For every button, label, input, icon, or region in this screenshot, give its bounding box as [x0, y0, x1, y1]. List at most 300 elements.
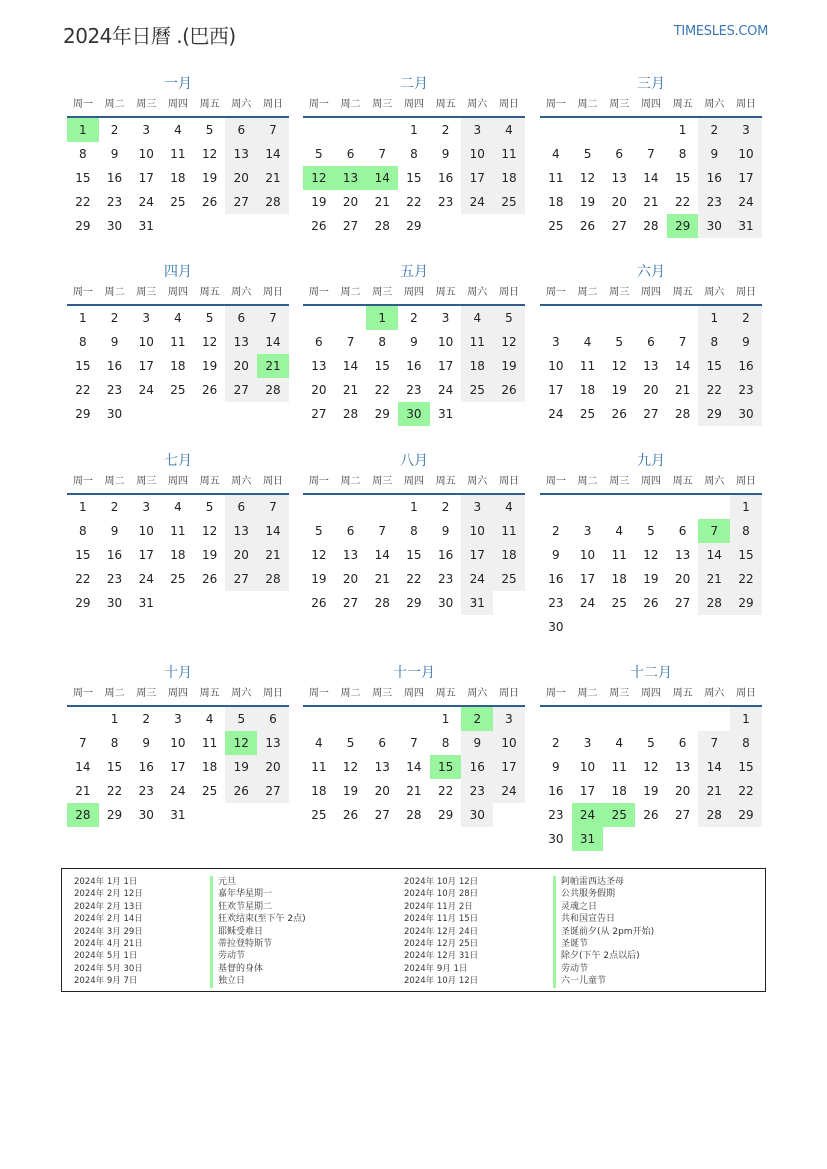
day-cell[interactable]: 22 — [437, 784, 454, 798]
day-cell[interactable]: 7 — [257, 118, 289, 142]
day-cell[interactable]: 8 — [730, 519, 762, 543]
day-cell[interactable]: 21 — [674, 383, 691, 397]
day-cell[interactable]: 10 — [170, 736, 186, 750]
day-cell[interactable]: 17 — [138, 359, 154, 373]
day-cell[interactable]: 13 — [674, 760, 691, 774]
day-cell[interactable]: 20 — [643, 383, 659, 397]
day-cell[interactable]: 30 — [106, 596, 123, 610]
day-cell[interactable]: 7 — [346, 335, 355, 349]
day-cell[interactable]: 29 — [406, 596, 422, 610]
day-cell[interactable]: 1 — [730, 495, 762, 519]
day-cell[interactable]: 5 — [647, 524, 655, 538]
day-cell[interactable]: 9 — [110, 524, 119, 538]
day-cell[interactable]: 30 — [106, 219, 123, 233]
day-cell[interactable]: 17 — [579, 572, 596, 586]
day-cell[interactable]: 18 — [170, 548, 186, 562]
site-link[interactable]: TIMESLES.COM — [673, 24, 768, 39]
day-cell[interactable]: 31 — [730, 214, 762, 238]
day-cell[interactable]: 28 — [342, 407, 359, 421]
day-cell[interactable]: 30 — [698, 214, 730, 238]
day-cell[interactable]: 24 — [461, 190, 493, 214]
day-cell[interactable]: 29 — [730, 591, 762, 615]
day-cell[interactable]: 3 — [174, 712, 182, 726]
day-cell[interactable]: 12 — [643, 760, 659, 774]
holiday-day-cell[interactable]: 24 — [572, 803, 604, 827]
day-cell[interactable]: 17 — [579, 784, 596, 798]
day-cell[interactable]: 1 — [698, 306, 730, 330]
day-cell[interactable]: 25 — [201, 784, 218, 798]
day-cell[interactable]: 17 — [138, 171, 154, 185]
day-cell[interactable]: 27 — [342, 219, 359, 233]
holiday-day-cell[interactable]: 15 — [430, 755, 462, 779]
day-cell[interactable]: 24 — [170, 784, 186, 798]
day-cell[interactable]: 3 — [730, 118, 762, 142]
day-cell[interactable]: 13 — [311, 359, 327, 373]
day-cell[interactable]: 2 — [110, 500, 119, 514]
day-cell[interactable]: 9 — [110, 147, 119, 161]
day-cell[interactable]: 12 — [311, 548, 327, 562]
day-cell[interactable]: 6 — [678, 736, 687, 750]
day-cell[interactable]: 28 — [698, 803, 730, 827]
holiday-day-cell[interactable]: 29 — [667, 214, 699, 238]
day-cell[interactable]: 17 — [461, 543, 493, 567]
day-cell[interactable]: 15 — [75, 548, 91, 562]
day-cell[interactable]: 20 — [611, 195, 627, 209]
day-cell[interactable]: 3 — [552, 335, 560, 349]
day-cell[interactable]: 5 — [647, 736, 655, 750]
day-cell[interactable]: 26 — [311, 596, 327, 610]
day-cell[interactable]: 18 — [493, 166, 525, 190]
day-cell[interactable]: 27 — [374, 808, 390, 822]
day-cell[interactable]: 16 — [138, 760, 154, 774]
day-cell[interactable]: 5 — [315, 147, 323, 161]
day-cell[interactable]: 11 — [311, 760, 327, 774]
day-cell[interactable]: 27 — [611, 219, 627, 233]
day-cell[interactable]: 12 — [643, 548, 659, 562]
day-cell[interactable]: 15 — [406, 548, 422, 562]
holiday-day-cell[interactable]: 21 — [257, 354, 289, 378]
day-cell[interactable]: 5 — [493, 306, 525, 330]
day-cell[interactable]: 4 — [615, 736, 624, 750]
day-cell[interactable]: 2 — [441, 123, 450, 137]
day-cell[interactable]: 26 — [201, 383, 218, 397]
day-cell[interactable]: 23 — [437, 572, 454, 586]
day-cell[interactable]: 14 — [643, 171, 659, 185]
day-cell[interactable]: 28 — [643, 219, 659, 233]
day-cell[interactable]: 15 — [730, 755, 762, 779]
day-cell[interactable]: 10 — [461, 519, 493, 543]
day-cell[interactable]: 25 — [493, 190, 525, 214]
day-cell[interactable]: 6 — [225, 306, 257, 330]
day-cell[interactable]: 22 — [674, 195, 691, 209]
day-cell[interactable]: 3 — [583, 524, 592, 538]
day-cell[interactable]: 2 — [142, 712, 151, 726]
day-cell[interactable]: 26 — [579, 219, 596, 233]
day-cell[interactable]: 7 — [410, 736, 418, 750]
day-cell[interactable]: 8 — [79, 147, 87, 161]
day-cell[interactable]: 14 — [342, 359, 359, 373]
day-cell[interactable]: 9 — [730, 330, 762, 354]
day-cell[interactable]: 2 — [552, 736, 560, 750]
day-cell[interactable]: 22 — [406, 195, 422, 209]
holiday-day-cell[interactable]: 7 — [698, 519, 730, 543]
day-cell[interactable]: 9 — [552, 548, 560, 562]
day-cell[interactable]: 25 — [170, 572, 186, 586]
day-cell[interactable]: 13 — [225, 330, 257, 354]
day-cell[interactable]: 28 — [257, 378, 289, 402]
day-cell[interactable]: 16 — [730, 354, 762, 378]
day-cell[interactable]: 14 — [698, 755, 730, 779]
day-cell[interactable]: 12 — [342, 760, 359, 774]
day-cell[interactable]: 9 — [461, 731, 493, 755]
holiday-day-cell[interactable]: 1 — [67, 118, 99, 142]
day-cell[interactable]: 7 — [257, 306, 289, 330]
day-cell[interactable]: 11 — [579, 359, 596, 373]
day-cell[interactable]: 20 — [311, 383, 327, 397]
day-cell[interactable]: 29 — [75, 407, 91, 421]
holiday-day-cell[interactable]: 25 — [603, 803, 635, 827]
day-cell[interactable]: 22 — [730, 567, 762, 591]
day-cell[interactable]: 4 — [552, 147, 560, 161]
day-cell[interactable]: 7 — [378, 524, 387, 538]
day-cell[interactable]: 10 — [493, 731, 525, 755]
day-cell[interactable]: 25 — [170, 195, 186, 209]
day-cell[interactable]: 29 — [406, 219, 422, 233]
day-cell[interactable]: 23 — [106, 572, 123, 586]
day-cell[interactable]: 8 — [698, 330, 730, 354]
day-cell[interactable]: 9 — [110, 335, 119, 349]
day-cell[interactable]: 26 — [311, 219, 327, 233]
day-cell[interactable]: 13 — [611, 171, 627, 185]
day-cell[interactable]: 27 — [225, 190, 257, 214]
day-cell[interactable]: 19 — [201, 171, 218, 185]
day-cell[interactable]: 30 — [548, 620, 564, 634]
day-cell[interactable]: 2 — [698, 118, 730, 142]
day-cell[interactable]: 13 — [643, 359, 659, 373]
day-cell[interactable]: 8 — [410, 147, 418, 161]
day-cell[interactable]: 12 — [201, 147, 218, 161]
day-cell[interactable]: 3 — [142, 311, 151, 325]
day-cell[interactable]: 13 — [374, 760, 390, 774]
day-cell[interactable]: 16 — [548, 572, 564, 586]
day-cell[interactable]: 16 — [406, 359, 422, 373]
day-cell[interactable]: 27 — [311, 407, 327, 421]
day-cell[interactable]: 27 — [257, 779, 289, 803]
day-cell[interactable]: 7 — [378, 147, 387, 161]
day-cell[interactable]: 5 — [225, 707, 257, 731]
day-cell[interactable]: 14 — [75, 760, 91, 774]
day-cell[interactable]: 4 — [493, 495, 525, 519]
day-cell[interactable]: 2 — [730, 306, 762, 330]
day-cell[interactable]: 31 — [138, 596, 154, 610]
day-cell[interactable]: 3 — [583, 736, 592, 750]
day-cell[interactable]: 18 — [548, 195, 564, 209]
day-cell[interactable]: 10 — [579, 760, 596, 774]
day-cell[interactable]: 27 — [342, 596, 359, 610]
day-cell[interactable]: 29 — [698, 402, 730, 426]
day-cell[interactable]: 14 — [374, 548, 390, 562]
day-cell[interactable]: 16 — [698, 166, 730, 190]
day-cell[interactable]: 26 — [643, 808, 659, 822]
day-cell[interactable]: 9 — [552, 760, 560, 774]
day-cell[interactable]: 30 — [730, 402, 762, 426]
day-cell[interactable]: 10 — [138, 524, 154, 538]
day-cell[interactable]: 19 — [493, 354, 525, 378]
day-cell[interactable]: 2 — [441, 500, 450, 514]
day-cell[interactable]: 9 — [410, 335, 418, 349]
day-cell[interactable]: 20 — [225, 354, 257, 378]
day-cell[interactable]: 15 — [75, 171, 91, 185]
day-cell[interactable]: 7 — [257, 495, 289, 519]
day-cell[interactable]: 22 — [75, 383, 91, 397]
day-cell[interactable]: 24 — [461, 567, 493, 591]
day-cell[interactable]: 20 — [225, 166, 257, 190]
day-cell[interactable]: 16 — [437, 171, 454, 185]
day-cell[interactable]: 26 — [643, 596, 659, 610]
day-cell[interactable]: 26 — [225, 779, 257, 803]
day-cell[interactable]: 16 — [548, 784, 564, 798]
day-cell[interactable]: 5 — [615, 335, 624, 349]
day-cell[interactable]: 19 — [579, 195, 596, 209]
day-cell[interactable]: 2 — [552, 524, 560, 538]
day-cell[interactable]: 26 — [342, 808, 359, 822]
day-cell[interactable]: 21 — [406, 784, 422, 798]
day-cell[interactable]: 11 — [170, 147, 186, 161]
day-cell[interactable]: 10 — [548, 359, 564, 373]
day-cell[interactable]: 11 — [493, 142, 525, 166]
day-cell[interactable]: 17 — [437, 359, 454, 373]
day-cell[interactable]: 24 — [437, 383, 454, 397]
day-cell[interactable]: 6 — [647, 335, 655, 349]
day-cell[interactable]: 25 — [170, 383, 186, 397]
day-cell[interactable]: 23 — [698, 190, 730, 214]
day-cell[interactable]: 21 — [75, 784, 91, 798]
day-cell[interactable]: 26 — [201, 195, 218, 209]
day-cell[interactable]: 6 — [615, 147, 624, 161]
day-cell[interactable]: 3 — [461, 118, 493, 142]
day-cell[interactable]: 3 — [142, 500, 151, 514]
day-cell[interactable]: 20 — [342, 572, 359, 586]
day-cell[interactable]: 6 — [225, 118, 257, 142]
day-cell[interactable]: 23 — [106, 195, 123, 209]
day-cell[interactable]: 19 — [611, 383, 627, 397]
day-cell[interactable]: 13 — [225, 519, 257, 543]
day-cell[interactable]: 7 — [79, 736, 87, 750]
day-cell[interactable]: 24 — [730, 190, 762, 214]
day-cell[interactable]: 14 — [257, 330, 289, 354]
day-cell[interactable]: 23 — [106, 383, 123, 397]
day-cell[interactable]: 18 — [611, 572, 627, 586]
day-cell[interactable]: 6 — [257, 707, 289, 731]
day-cell[interactable]: 18 — [611, 784, 627, 798]
day-cell[interactable]: 19 — [201, 548, 218, 562]
day-cell[interactable]: 7 — [698, 731, 730, 755]
day-cell[interactable]: 13 — [257, 731, 289, 755]
day-cell[interactable]: 17 — [493, 755, 525, 779]
day-cell[interactable]: 22 — [406, 572, 422, 586]
holiday-day-cell[interactable]: 13 — [335, 166, 367, 190]
day-cell[interactable]: 8 — [410, 524, 418, 538]
day-cell[interactable]: 26 — [493, 378, 525, 402]
day-cell[interactable]: 19 — [311, 195, 327, 209]
day-cell[interactable]: 1 — [730, 707, 762, 731]
day-cell[interactable]: 8 — [378, 335, 387, 349]
day-cell[interactable]: 5 — [583, 147, 592, 161]
day-cell[interactable]: 21 — [257, 543, 289, 567]
day-cell[interactable]: 29 — [374, 407, 390, 421]
day-cell[interactable]: 22 — [106, 784, 123, 798]
day-cell[interactable]: 1 — [110, 712, 119, 726]
day-cell[interactable]: 1 — [678, 123, 687, 137]
day-cell[interactable]: 10 — [730, 142, 762, 166]
day-cell[interactable]: 6 — [378, 736, 387, 750]
day-cell[interactable]: 18 — [579, 383, 596, 397]
day-cell[interactable]: 3 — [142, 123, 151, 137]
day-cell[interactable]: 18 — [311, 784, 327, 798]
day-cell[interactable]: 20 — [674, 572, 691, 586]
day-cell[interactable]: 4 — [493, 118, 525, 142]
day-cell[interactable]: 6 — [225, 495, 257, 519]
day-cell[interactable]: 12 — [201, 524, 218, 538]
day-cell[interactable]: 19 — [311, 572, 327, 586]
day-cell[interactable]: 1 — [441, 712, 450, 726]
day-cell[interactable]: 12 — [493, 330, 525, 354]
day-cell[interactable]: 30 — [106, 407, 123, 421]
day-cell[interactable]: 11 — [461, 330, 493, 354]
day-cell[interactable]: 8 — [110, 736, 119, 750]
day-cell[interactable]: 27 — [674, 808, 691, 822]
day-cell[interactable]: 11 — [201, 736, 218, 750]
day-cell[interactable]: 11 — [611, 548, 627, 562]
day-cell[interactable]: 17 — [730, 166, 762, 190]
day-cell[interactable]: 14 — [257, 519, 289, 543]
day-cell[interactable]: 1 — [410, 500, 418, 514]
day-cell[interactable]: 31 — [138, 219, 154, 233]
day-cell[interactable]: 21 — [698, 567, 730, 591]
day-cell[interactable]: 29 — [106, 808, 123, 822]
day-cell[interactable]: 5 — [346, 736, 355, 750]
day-cell[interactable]: 30 — [461, 803, 493, 827]
day-cell[interactable]: 23 — [730, 378, 762, 402]
day-cell[interactable]: 13 — [342, 548, 359, 562]
day-cell[interactable]: 28 — [374, 219, 390, 233]
day-cell[interactable]: 1 — [79, 311, 87, 325]
day-cell[interactable]: 4 — [315, 736, 323, 750]
day-cell[interactable]: 29 — [75, 219, 91, 233]
day-cell[interactable]: 23 — [406, 383, 422, 397]
day-cell[interactable]: 24 — [138, 383, 154, 397]
day-cell[interactable]: 25 — [461, 378, 493, 402]
day-cell[interactable]: 21 — [643, 195, 659, 209]
day-cell[interactable]: 19 — [643, 572, 659, 586]
day-cell[interactable]: 15 — [75, 359, 91, 373]
day-cell[interactable]: 9 — [441, 147, 450, 161]
day-cell[interactable]: 15 — [406, 171, 422, 185]
day-cell[interactable]: 8 — [678, 147, 687, 161]
day-cell[interactable]: 26 — [201, 572, 218, 586]
day-cell[interactable]: 13 — [225, 142, 257, 166]
day-cell[interactable]: 7 — [647, 147, 655, 161]
day-cell[interactable]: 21 — [374, 195, 390, 209]
day-cell[interactable]: 23 — [548, 808, 564, 822]
day-cell[interactable]: 9 — [142, 736, 151, 750]
day-cell[interactable]: 8 — [79, 335, 87, 349]
day-cell[interactable]: 4 — [174, 500, 182, 514]
day-cell[interactable]: 22 — [374, 383, 390, 397]
day-cell[interactable]: 3 — [493, 707, 525, 731]
day-cell[interactable]: 17 — [138, 548, 154, 562]
day-cell[interactable]: 14 — [406, 760, 422, 774]
day-cell[interactable]: 20 — [257, 755, 289, 779]
day-cell[interactable]: 23 — [548, 596, 564, 610]
day-cell[interactable]: 27 — [643, 407, 659, 421]
day-cell[interactable]: 21 — [698, 779, 730, 803]
day-cell[interactable]: 29 — [437, 808, 454, 822]
day-cell[interactable]: 30 — [138, 808, 154, 822]
day-cell[interactable]: 15 — [374, 359, 390, 373]
day-cell[interactable]: 6 — [678, 524, 687, 538]
day-cell[interactable]: 20 — [225, 543, 257, 567]
day-cell[interactable]: 6 — [346, 524, 355, 538]
day-cell[interactable]: 22 — [75, 195, 91, 209]
day-cell[interactable]: 4 — [615, 524, 624, 538]
day-cell[interactable]: 24 — [138, 195, 154, 209]
day-cell[interactable]: 24 — [138, 572, 154, 586]
day-cell[interactable]: 2 — [110, 311, 119, 325]
day-cell[interactable]: 16 — [106, 359, 123, 373]
day-cell[interactable]: 14 — [257, 142, 289, 166]
day-cell[interactable]: 31 — [437, 407, 454, 421]
day-cell[interactable]: 10 — [461, 142, 493, 166]
day-cell[interactable]: 13 — [674, 548, 691, 562]
day-cell[interactable]: 15 — [698, 354, 730, 378]
day-cell[interactable]: 3 — [441, 311, 450, 325]
day-cell[interactable]: 25 — [611, 596, 627, 610]
day-cell[interactable]: 12 — [201, 335, 218, 349]
day-cell[interactable]: 15 — [730, 543, 762, 567]
day-cell[interactable]: 27 — [225, 378, 257, 402]
day-cell[interactable]: 29 — [730, 803, 762, 827]
day-cell[interactable]: 5 — [315, 524, 323, 538]
day-cell[interactable]: 28 — [257, 190, 289, 214]
day-cell[interactable]: 28 — [674, 407, 691, 421]
day-cell[interactable]: 24 — [548, 407, 564, 421]
day-cell[interactable]: 22 — [730, 779, 762, 803]
day-cell[interactable]: 4 — [205, 712, 214, 726]
day-cell[interactable]: 16 — [461, 755, 493, 779]
day-cell[interactable]: 16 — [106, 548, 123, 562]
day-cell[interactable]: 31 — [170, 808, 186, 822]
day-cell[interactable]: 17 — [461, 166, 493, 190]
holiday-day-cell[interactable]: 28 — [67, 803, 99, 827]
day-cell[interactable]: 28 — [257, 567, 289, 591]
day-cell[interactable]: 8 — [79, 524, 87, 538]
day-cell[interactable]: 25 — [493, 567, 525, 591]
day-cell[interactable]: 24 — [579, 596, 596, 610]
day-cell[interactable]: 6 — [315, 335, 323, 349]
day-cell[interactable]: 4 — [174, 311, 182, 325]
day-cell[interactable]: 11 — [170, 335, 186, 349]
day-cell[interactable]: 2 — [410, 311, 418, 325]
day-cell[interactable]: 16 — [106, 171, 123, 185]
day-cell[interactable]: 8 — [441, 736, 450, 750]
day-cell[interactable]: 19 — [225, 755, 257, 779]
day-cell[interactable]: 29 — [75, 596, 91, 610]
day-cell[interactable]: 11 — [548, 171, 564, 185]
day-cell[interactable]: 21 — [342, 383, 359, 397]
day-cell[interactable]: 25 — [311, 808, 327, 822]
day-cell[interactable]: 19 — [342, 784, 359, 798]
